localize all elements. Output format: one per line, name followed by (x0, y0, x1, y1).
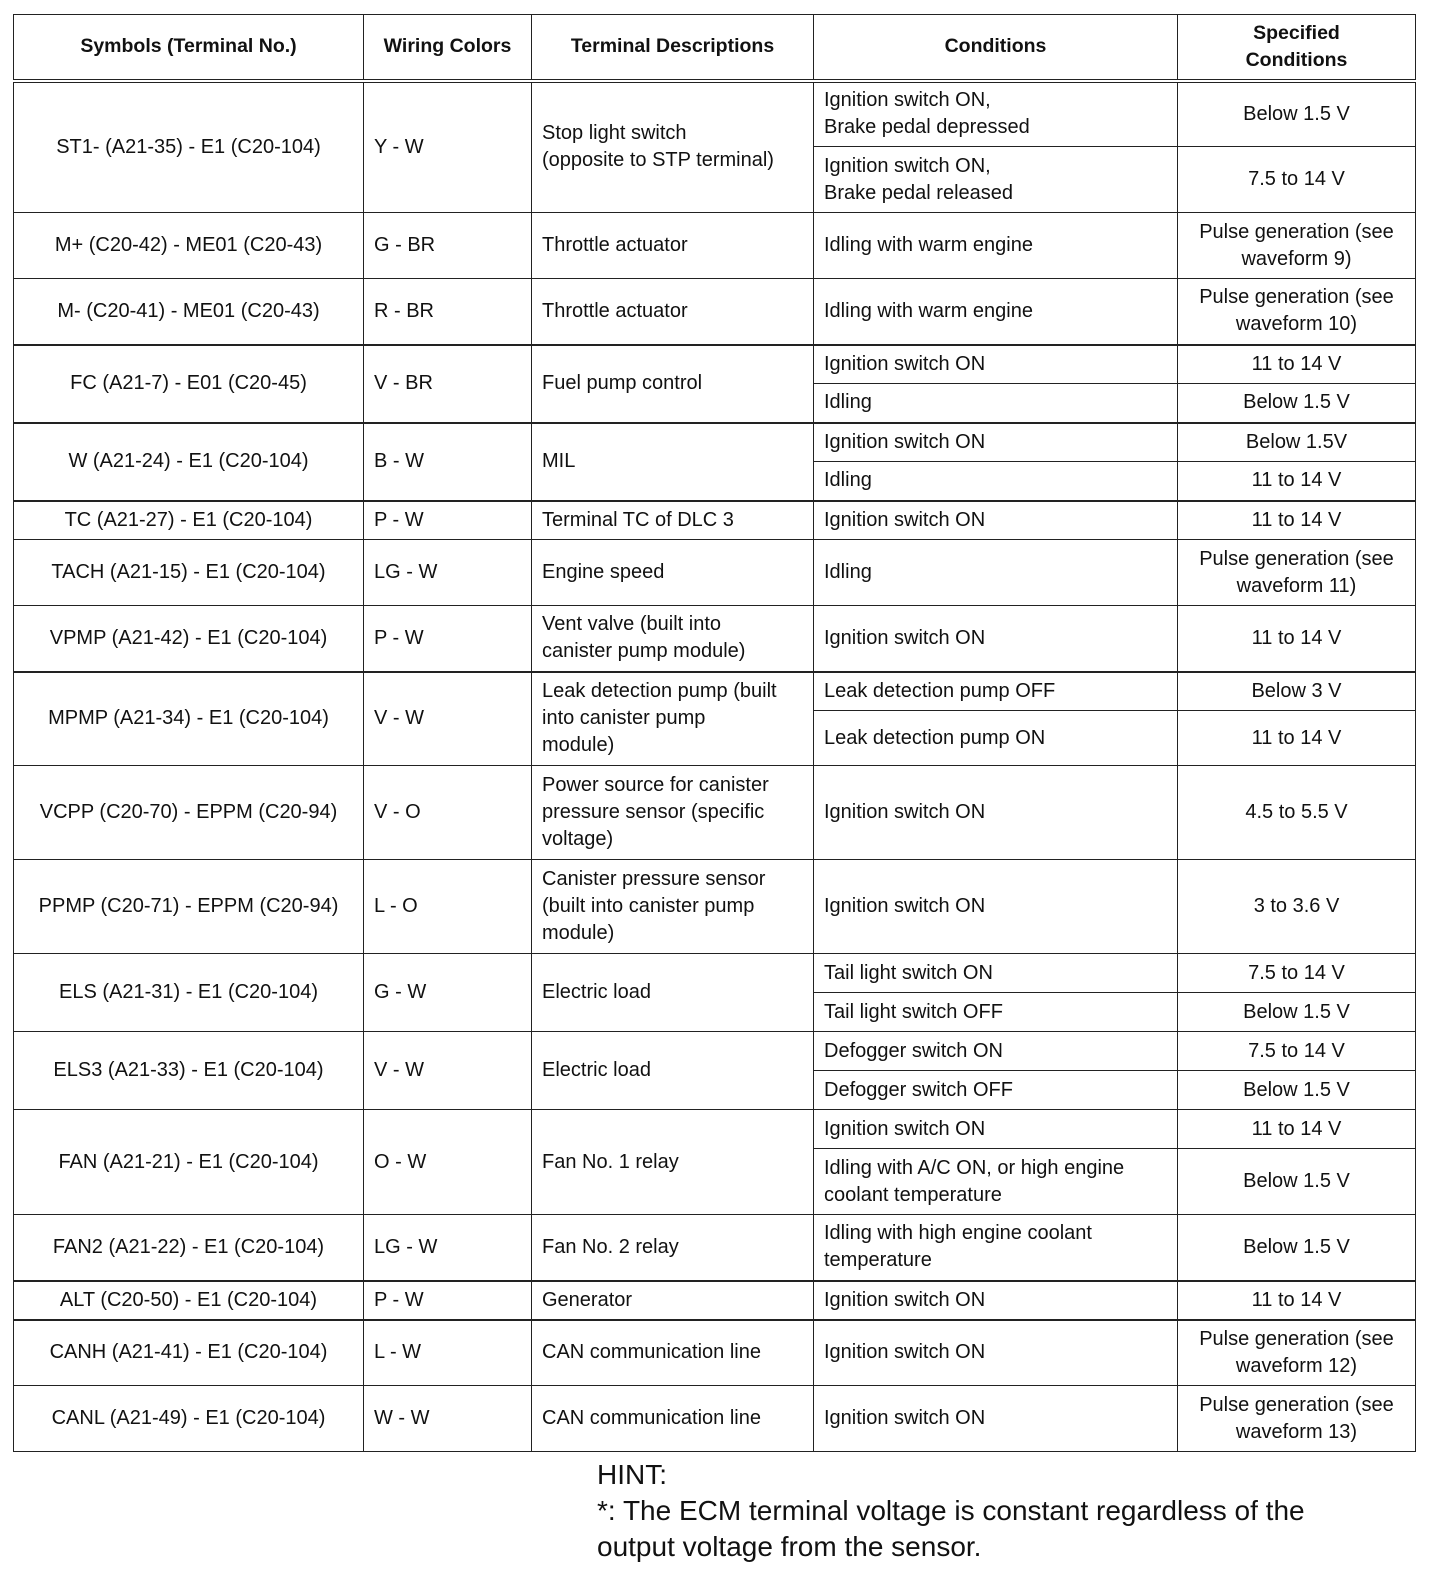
table-row (14, 954, 1416, 993)
table-row (14, 213, 1416, 279)
condition-cell: Idling with warm engine (814, 279, 1178, 345)
condition-cell: Idling (814, 462, 1178, 501)
specified-condition-cell: Pulse generation (see waveform 11) (1178, 540, 1416, 606)
table-header-row (14, 15, 1416, 81)
specified-condition-cell: Below 1.5 V (1178, 1215, 1416, 1281)
condition-cell: Ignition switch ON, Brake pedal depressed (814, 81, 1178, 147)
condition-cell: Ignition switch ON (814, 423, 1178, 462)
table-row (14, 1386, 1416, 1452)
table-row (14, 1215, 1416, 1281)
condition-cell: Idling (814, 384, 1178, 423)
condition-cell: Idling with warm engine (814, 213, 1178, 279)
wiring-color-cell: O - W (364, 1110, 532, 1215)
specified-condition-cell: Below 1.5 V (1178, 384, 1416, 423)
terminal-description-cell: Engine speed (532, 540, 814, 606)
table-row (14, 1281, 1416, 1320)
wiring-color-cell: L - O (364, 860, 532, 954)
terminal-description-cell: Electric load (532, 954, 814, 1032)
condition-cell: Tail light switch ON (814, 954, 1178, 993)
wiring-color-cell: V - BR (364, 345, 532, 423)
table-row (14, 540, 1416, 606)
wiring-color-cell: G - W (364, 954, 532, 1032)
specified-condition-cell: Pulse generation (see waveform 13) (1178, 1386, 1416, 1452)
terminal-voltage-table (13, 14, 1416, 1452)
specified-condition-cell: 4.5 to 5.5 V (1178, 766, 1416, 860)
terminal-symbol-cell: CANL (A21-49) - E1 (C20-104) (14, 1386, 364, 1452)
terminal-symbol-cell: ALT (C20-50) - E1 (C20-104) (14, 1281, 364, 1320)
hint-text: *: The ECM terminal voltage is constant regardless of the output voltage from the sensor. (597, 1495, 1305, 1562)
wiring-color-cell: W - W (364, 1386, 532, 1452)
terminal-symbol-cell: TC (A21-27) - E1 (C20-104) (14, 501, 364, 540)
hint-note (597, 1457, 1447, 1565)
wiring-color-cell: G - BR (364, 213, 532, 279)
terminal-symbol-cell: M- (C20-41) - ME01 (C20-43) (14, 279, 364, 345)
condition-cell: Ignition switch ON (814, 1281, 1178, 1320)
wiring-color-cell: V - W (364, 672, 532, 766)
terminal-description-cell: CAN communication line (532, 1386, 814, 1452)
terminal-description-cell: Throttle actuator (532, 213, 814, 279)
table-row (14, 279, 1416, 345)
condition-cell: Ignition switch ON (814, 345, 1178, 384)
wiring-color-cell: P - W (364, 501, 532, 540)
header-wiring-colors: Wiring Colors (364, 15, 532, 81)
table-row (14, 423, 1416, 462)
table-row (14, 1032, 1416, 1071)
header-terminal-descriptions: Terminal Descriptions (532, 15, 814, 81)
table-row (14, 606, 1416, 672)
terminal-symbol-cell: VPMP (A21-42) - E1 (C20-104) (14, 606, 364, 672)
table-row (14, 501, 1416, 540)
specified-condition-cell: Below 1.5 V (1178, 1071, 1416, 1110)
header-symbols: Symbols (Terminal No.) (14, 15, 364, 81)
table-body (14, 81, 1416, 1452)
condition-cell: Tail light switch OFF (814, 993, 1178, 1032)
condition-cell: Ignition switch ON (814, 1386, 1178, 1452)
specified-condition-cell: 7.5 to 14 V (1178, 954, 1416, 993)
condition-cell: Leak detection pump ON (814, 711, 1178, 766)
specified-condition-cell: Below 3 V (1178, 672, 1416, 711)
terminal-symbol-cell: FC (A21-7) - E01 (C20-45) (14, 345, 364, 423)
terminal-symbol-cell: ELS (A21-31) - E1 (C20-104) (14, 954, 364, 1032)
specified-condition-cell: 11 to 14 V (1178, 462, 1416, 501)
specified-condition-cell: 11 to 14 V (1178, 606, 1416, 672)
wiring-color-cell: LG - W (364, 540, 532, 606)
table-row (14, 345, 1416, 384)
terminal-symbol-cell: M+ (C20-42) - ME01 (C20-43) (14, 213, 364, 279)
condition-cell: Ignition switch ON (814, 501, 1178, 540)
terminal-description-cell: Leak detection pump (built into canister pump module) (532, 672, 814, 766)
specified-condition-cell: 11 to 14 V (1178, 711, 1416, 766)
terminal-symbol-cell: FAN (A21-21) - E1 (C20-104) (14, 1110, 364, 1215)
hint-title: HINT: (597, 1459, 667, 1490)
wiring-color-cell: L - W (364, 1320, 532, 1386)
terminal-description-cell: CAN communication line (532, 1320, 814, 1386)
specified-condition-cell: 7.5 to 14 V (1178, 147, 1416, 213)
condition-cell: Ignition switch ON (814, 766, 1178, 860)
specified-condition-cell: Pulse generation (see waveform 12) (1178, 1320, 1416, 1386)
terminal-description-cell: Fan No. 2 relay (532, 1215, 814, 1281)
condition-cell: Idling with high engine coolant temperature (814, 1215, 1178, 1281)
wiring-color-cell: Y - W (364, 81, 532, 213)
specified-condition-cell: Below 1.5V (1178, 423, 1416, 462)
terminal-description-cell: Electric load (532, 1032, 814, 1110)
wiring-color-cell: V - O (364, 766, 532, 860)
condition-cell: Ignition switch ON (814, 606, 1178, 672)
table-row (14, 766, 1416, 860)
terminal-description-cell: Generator (532, 1281, 814, 1320)
specified-condition-cell: 3 to 3.6 V (1178, 860, 1416, 954)
condition-cell: Defogger switch ON (814, 1032, 1178, 1071)
terminal-description-cell: Throttle actuator (532, 279, 814, 345)
table-row (14, 672, 1416, 711)
specified-condition-cell: 11 to 14 V (1178, 501, 1416, 540)
terminal-description-cell: Fuel pump control (532, 345, 814, 423)
terminal-description-cell: Stop light switch (opposite to STP terminal) (532, 81, 814, 213)
condition-cell: Leak detection pump OFF (814, 672, 1178, 711)
specified-condition-cell: Pulse generation (see waveform 10) (1178, 279, 1416, 345)
wiring-color-cell: R - BR (364, 279, 532, 345)
terminal-description-cell: Canister pressure sensor (built into canister pump module) (532, 860, 814, 954)
terminal-symbol-cell: VCPP (C20-70) - EPPM (C20-94) (14, 766, 364, 860)
condition-cell: Ignition switch ON (814, 1110, 1178, 1149)
terminal-symbol-cell: FAN2 (A21-22) - E1 (C20-104) (14, 1215, 364, 1281)
terminal-symbol-cell: PPMP (C20-71) - EPPM (C20-94) (14, 860, 364, 954)
terminal-description-cell: MIL (532, 423, 814, 501)
wiring-color-cell: LG - W (364, 1215, 532, 1281)
wiring-color-cell: P - W (364, 1281, 532, 1320)
terminal-symbol-cell: MPMP (A21-34) - E1 (C20-104) (14, 672, 364, 766)
specified-condition-cell: Below 1.5 V (1178, 1149, 1416, 1215)
condition-cell: Defogger switch OFF (814, 1071, 1178, 1110)
specified-condition-cell: 11 to 14 V (1178, 1110, 1416, 1149)
terminal-symbol-cell: W (A21-24) - E1 (C20-104) (14, 423, 364, 501)
table-row (14, 81, 1416, 147)
terminal-symbol-cell: ELS3 (A21-33) - E1 (C20-104) (14, 1032, 364, 1110)
specified-condition-cell: 11 to 14 V (1178, 1281, 1416, 1320)
terminal-description-cell: Terminal TC of DLC 3 (532, 501, 814, 540)
condition-cell: Ignition switch ON, Brake pedal released (814, 147, 1178, 213)
specified-condition-cell: Pulse generation (see waveform 9) (1178, 213, 1416, 279)
terminal-symbol-cell: TACH (A21-15) - E1 (C20-104) (14, 540, 364, 606)
condition-cell: Ignition switch ON (814, 1320, 1178, 1386)
condition-cell: Idling with A/C ON, or high engine coolant temperature (814, 1149, 1178, 1215)
specified-condition-cell: 11 to 14 V (1178, 345, 1416, 384)
terminal-symbol-cell: CANH (A21-41) - E1 (C20-104) (14, 1320, 364, 1386)
table-row (14, 1110, 1416, 1149)
condition-cell: Ignition switch ON (814, 860, 1178, 954)
wiring-color-cell: V - W (364, 1032, 532, 1110)
specified-condition-cell: 7.5 to 14 V (1178, 1032, 1416, 1071)
table-row (14, 860, 1416, 954)
header-specified-conditions: Specified Conditions (1178, 15, 1416, 81)
specified-condition-cell: Below 1.5 V (1178, 993, 1416, 1032)
header-conditions: Conditions (814, 15, 1178, 81)
terminal-description-cell: Power source for canister pressure sensor (specific voltage) (532, 766, 814, 860)
wiring-color-cell: P - W (364, 606, 532, 672)
terminal-description-cell: Vent valve (built into canister pump module) (532, 606, 814, 672)
specified-condition-cell: Below 1.5 V (1178, 81, 1416, 147)
condition-cell: Idling (814, 540, 1178, 606)
terminal-symbol-cell: ST1- (A21-35) - E1 (C20-104) (14, 81, 364, 213)
table-row (14, 1320, 1416, 1386)
wiring-color-cell: B - W (364, 423, 532, 501)
terminal-description-cell: Fan No. 1 relay (532, 1110, 814, 1215)
